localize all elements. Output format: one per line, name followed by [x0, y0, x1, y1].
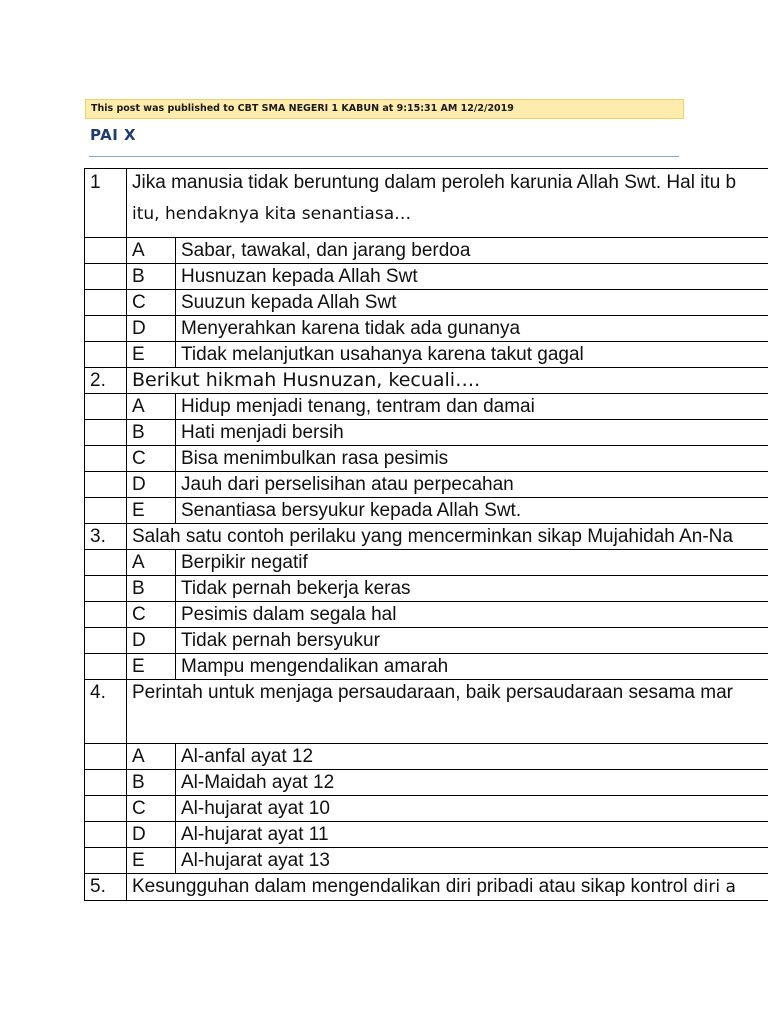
- option-blank: [85, 472, 127, 498]
- option-text: Husnuzan kepada Allah Swt: [176, 264, 768, 290]
- option-letter: B: [127, 264, 176, 290]
- option-letter: E: [127, 848, 176, 874]
- option-blank: [85, 744, 127, 770]
- option-letter: C: [127, 602, 176, 628]
- option-row: [85, 394, 768, 420]
- option-row: [85, 550, 768, 576]
- option-text: Al-hujarat ayat 13: [176, 848, 768, 874]
- option-blank: [85, 290, 127, 316]
- option-letter: A: [127, 394, 176, 420]
- option-row: [85, 472, 768, 498]
- option-letter: D: [127, 628, 176, 654]
- title-divider: [89, 156, 679, 157]
- option-text: Sabar, tawakal, dan jarang berdoa: [176, 238, 768, 264]
- option-blank: [85, 550, 127, 576]
- option-letter: B: [127, 420, 176, 446]
- option-text: Tidak melanjutkan usahanya karena takut gagal: [176, 342, 768, 368]
- question-stem-line: itu, hendaknya kita senantiasa…: [132, 204, 412, 224]
- option-text: Mampu mengendalikan amarah: [176, 654, 768, 680]
- option-row: [85, 290, 768, 316]
- option-text: Tidak pernah bekerja keras: [176, 576, 768, 602]
- option-text: Hidup menjadi tenang, tentram dan damai: [176, 394, 768, 420]
- option-blank: [85, 796, 127, 822]
- option-blank: [85, 628, 127, 654]
- option-blank: [85, 342, 127, 368]
- question-stem: Salah satu contoh perilaku yang mencerminkan sikap Mujahidah An-Na: [127, 524, 768, 550]
- option-row: [85, 420, 768, 446]
- option-row: [85, 316, 768, 342]
- option-letter: E: [127, 342, 176, 368]
- option-row: [85, 848, 768, 874]
- page-title: PAI X: [90, 126, 137, 144]
- option-row: [85, 822, 768, 848]
- option-letter: C: [127, 796, 176, 822]
- question-stem: [127, 169, 768, 238]
- option-letter: E: [127, 654, 176, 680]
- option-row: [85, 796, 768, 822]
- option-blank: [85, 498, 127, 524]
- option-text: Al-Maidah ayat 12: [176, 770, 768, 796]
- option-row: [85, 238, 768, 264]
- option-text: Senantiasa bersyukur kepada Allah Swt.: [176, 498, 768, 524]
- option-text: Al-hujarat ayat 11: [176, 822, 768, 848]
- question-number: 3.: [85, 524, 127, 550]
- option-row: [85, 628, 768, 654]
- option-text: Pesimis dalam segala hal: [176, 602, 768, 628]
- option-blank: [85, 654, 127, 680]
- option-row: [85, 446, 768, 472]
- option-blank: [85, 264, 127, 290]
- question-table: [84, 168, 768, 901]
- option-text: Al-anfal ayat 12: [176, 744, 768, 770]
- question-number: 5.: [85, 874, 127, 901]
- option-row: [85, 744, 768, 770]
- question-row: [85, 368, 768, 394]
- option-text: Berpikir negatif: [176, 550, 768, 576]
- option-blank: [85, 822, 127, 848]
- question-row: [85, 680, 768, 744]
- option-row: [85, 342, 768, 368]
- option-blank: [85, 576, 127, 602]
- option-blank: [85, 238, 127, 264]
- option-blank: [85, 770, 127, 796]
- option-text: Jauh dari perselisihan atau perpecahan: [176, 472, 768, 498]
- option-text: Al-hujarat ayat 10: [176, 796, 768, 822]
- option-blank: [85, 394, 127, 420]
- option-row: [85, 654, 768, 680]
- option-letter: D: [127, 822, 176, 848]
- question-number: 4.: [85, 680, 127, 744]
- option-text: Suuzun kepada Allah Swt: [176, 290, 768, 316]
- option-letter: A: [127, 550, 176, 576]
- option-letter: A: [127, 744, 176, 770]
- option-row: [85, 576, 768, 602]
- question-stem: Perintah untuk menjaga persaudaraan, baik persaudaraan sesama mar: [127, 680, 768, 744]
- question-row: [85, 169, 768, 238]
- option-letter: C: [127, 446, 176, 472]
- question-number: 2.: [85, 368, 127, 394]
- option-letter: C: [127, 290, 176, 316]
- option-blank: [85, 602, 127, 628]
- option-text: Bisa menimbulkan rasa pesimis: [176, 446, 768, 472]
- question-stem-bold-text: diri a: [692, 877, 736, 897]
- option-letter: D: [127, 472, 176, 498]
- option-letter: A: [127, 238, 176, 264]
- option-row: [85, 498, 768, 524]
- option-letter: E: [127, 498, 176, 524]
- option-row: [85, 264, 768, 290]
- option-text: Menyerahkan karena tidak ada gunanya: [176, 316, 768, 342]
- option-blank: [85, 446, 127, 472]
- option-blank: [85, 848, 127, 874]
- question-stem: [127, 874, 768, 901]
- option-letter: D: [127, 316, 176, 342]
- option-letter: B: [127, 770, 176, 796]
- question-stem: Berikut hikmah Husnuzan, kecuali….: [127, 368, 768, 394]
- option-text: Hati menjadi bersih: [176, 420, 768, 446]
- option-text: Tidak pernah bersyukur: [176, 628, 768, 654]
- option-letter: B: [127, 576, 176, 602]
- question-number: 1: [85, 169, 127, 238]
- option-row: [85, 770, 768, 796]
- option-blank: [85, 316, 127, 342]
- option-blank: [85, 420, 127, 446]
- question-stem-text: Kesungguhan dalam mengendalikan diri pribadi atau sikap kontrol: [132, 876, 693, 897]
- question-stem-line: Jika manusia tidak beruntung dalam peroleh karunia Allah Swt. Hal itu b: [132, 172, 737, 193]
- publish-notice: This post was published to CBT SMA NEGERI 1 KABUN at 9:15:31 AM 12/2/2019: [85, 99, 684, 119]
- question-row: [85, 524, 768, 550]
- option-row: [85, 602, 768, 628]
- question-row: [85, 874, 768, 901]
